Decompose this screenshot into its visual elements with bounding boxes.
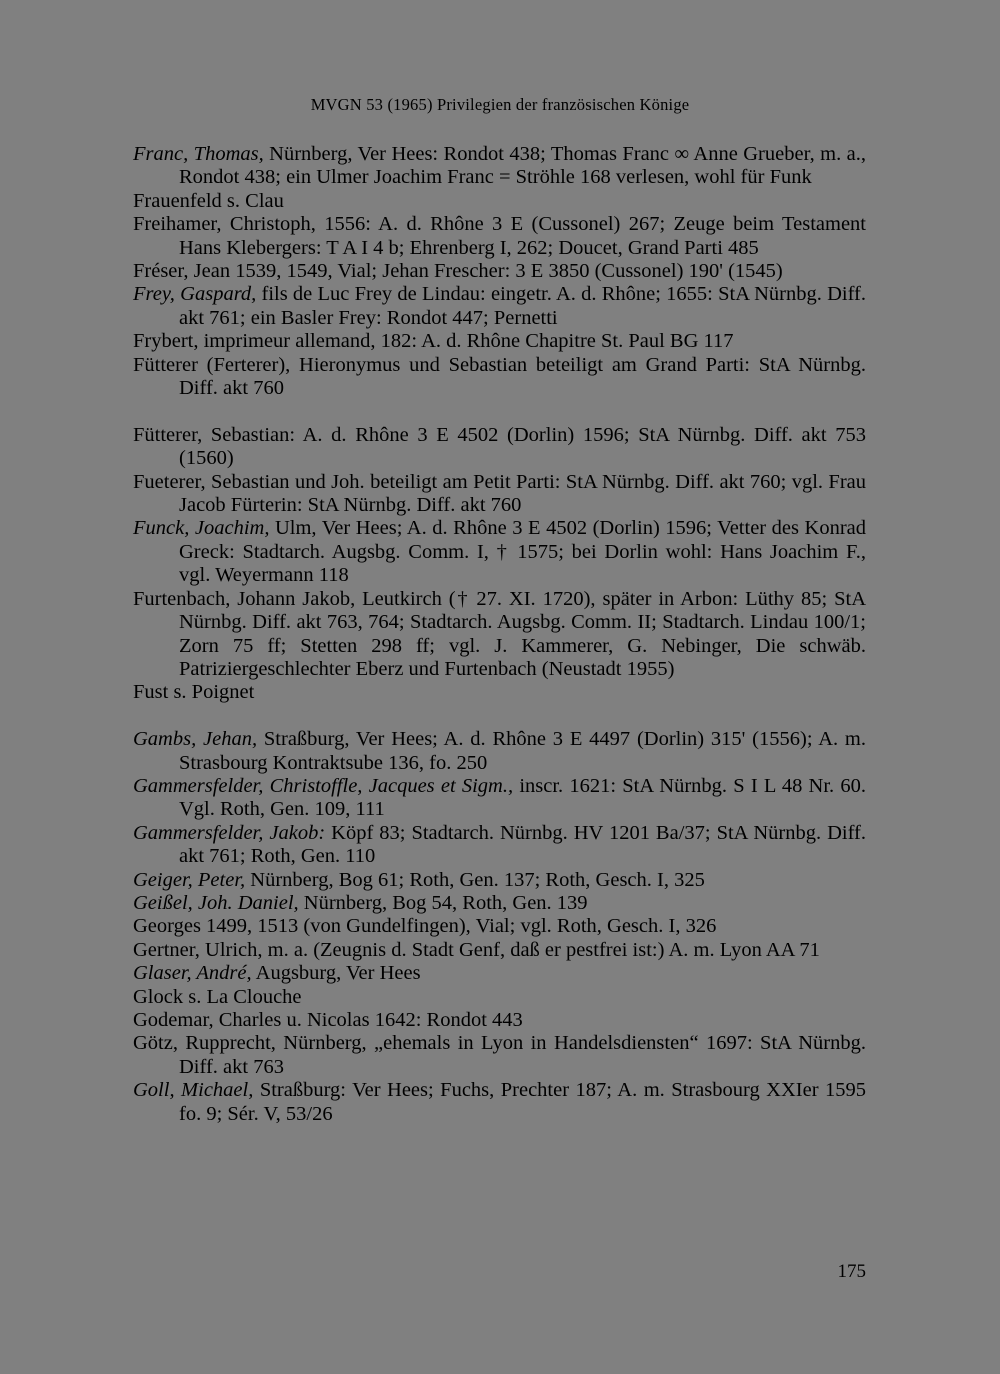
entry-text: Götz, Rupprecht, Nürnberg, „ehemals in Lyon in Handelsdiensten“ 1697: StA Nürnbg. Diff. akt 763 — [133, 1032, 866, 1078]
index-entry — [133, 190, 866, 213]
entry-text: Fust s. Poignet — [133, 681, 255, 704]
index-entry — [133, 354, 866, 401]
index-entry — [133, 681, 866, 704]
entry-name: Gammersfelder, Christoffle, Jacques et Sigm., — [133, 774, 514, 797]
index-entry — [133, 869, 866, 892]
index-entry — [133, 588, 866, 682]
index-entry — [133, 915, 866, 938]
index-entry — [133, 213, 866, 260]
index-entries — [133, 143, 866, 1126]
entry-text: Nürnberg, Bog 61; Roth, Gen. 137; Roth, Gesch. I, 325 — [245, 868, 705, 891]
index-entry — [133, 283, 866, 330]
entry-text: Augsburg, Ver Hees — [251, 962, 421, 985]
index-entry — [133, 939, 866, 962]
index-entry — [133, 1032, 866, 1079]
index-entry — [133, 260, 866, 283]
entry-name: Frey, Gaspard, — [133, 283, 257, 306]
entry-name: Franc, Thomas, — [133, 143, 264, 165]
entry-text: Fütterer (Ferterer), Hieronymus und Sebastian beteiligt am Grand Parti: StA Nürnbg. Diff. akt 760 — [133, 353, 866, 400]
entry-name: Gambs, Jehan, — [133, 728, 258, 751]
index-entry — [133, 986, 866, 1009]
entry-text: inscr. 1621: StA Nürnbg. S I L 48 Nr. 60. Vgl. Roth, Gen. 109, 111 — [179, 774, 866, 821]
entry-text: Straßburg, Ver Hees; A. d. Rhône 3 E 4497 (Dorlin) 315' (1556); A. m. Strasbourg Kontraktsube 136, fo. 250 — [179, 728, 866, 774]
index-entry — [133, 517, 866, 587]
entry-name: Geißel, Joh. Daniel, — [133, 891, 299, 914]
entry-name: Glaser, André, — [133, 962, 252, 985]
index-entry — [133, 330, 866, 353]
entry-name: Goll, Michael, — [133, 1079, 254, 1102]
entry-name: Gammersfelder, Jakob: — [133, 821, 326, 844]
index-entry — [133, 471, 866, 518]
entry-text: Freihamer, Christoph, 1556: A. d. Rhône 3 E (Cussonel) 267; Zeuge beim Testament Hans Klebergers: T A I 4 b; Ehrenberg I, 262; Doucet, Grand Parti 485 — [133, 213, 866, 259]
entry-text: Frauenfeld s. Clau — [133, 189, 284, 212]
running-header: MVGN 53 (1965) Privilegien der französischen Könige — [310, 95, 690, 114]
index-entry — [133, 892, 866, 915]
section-gap — [133, 400, 866, 423]
entry-text: fils de Luc Frey de Lindau: eingetr. A. d. Rhône; 1655: StA Nürnbg. Diff. akt 761; ein Basler Frey: Rondot 447; Pernetti — [179, 283, 866, 329]
index-entry — [133, 775, 866, 822]
entry-text: Godemar, Charles u. Nicolas 1642: Rondot 443 — [133, 1009, 523, 1031]
entry-text: Georges 1499, 1513 (von Gundelfingen), Vial; vgl. Roth, Gesch. I, 326 — [133, 915, 717, 938]
entry-text: Frybert, imprimeur allemand, 182: A. d. Rhône Chapitre St. Paul BG 117 — [133, 330, 734, 353]
entry-text: Ulm, Ver Hees; A. d. Rhône 3 E 4502 (Dorlin) 1596; Vetter des Konrad Greck: Stadtarch. Augsbg. Comm. I, † 1575; bei Dorlin wohl: Hans Joachim F., vgl. Weyermann 118 — [179, 517, 866, 587]
entry-text: Gertner, Ulrich, m. a. (Zeugnis d. Stadt Genf, daß er pestfrei ist:) A. m. Lyon AA 71 — [133, 938, 820, 961]
index-entry — [133, 1079, 866, 1126]
entry-text: Furtenbach, Johann Jakob, Leutkirch († 27. XI. 1720), später in Arbon: Lüthy 85; StA Nürnbg. Diff. akt 763, 764; Stadtarch. Augsbg. Comm. II; Stadtarch. Lindau 100/1; Zorn 75 ff; Stetten 298 ff; vgl. J. Kammerer, G. Nebinger, Die schwäb. Patriziergeschlechter Eberz und Furtenbach (Neustadt 1955) — [133, 587, 866, 680]
entry-text: Fütterer, Sebastian: A. d. Rhône 3 E 4502 (Dorlin) 1596; StA Nürnbg. Diff. akt 753 (1560) — [133, 423, 866, 470]
index-entry — [133, 728, 866, 775]
entry-text: Straßburg: Ver Hees; Fuchs, Prechter 187; A. m. Strasbourg XXIer 1595 fo. 9; Sér. V, 53/26 — [179, 1079, 866, 1125]
entry-name: Geiger, Peter, — [133, 868, 246, 891]
entry-name: Funck, Joachim, — [133, 517, 270, 540]
index-entry — [133, 424, 866, 471]
index-entry — [133, 822, 866, 869]
entry-text: Nürnberg, Ver Hees: Rondot 438; Thomas Franc ∞ Anne Grueber, m. a., Rondot 438; ein Ulmer Joachim Franc = Ströhle 168 verlesen, wohl für Funk — [179, 143, 866, 189]
entry-text: Fréser, Jean 1539, 1549, Vial; Jehan Frescher: 3 E 3850 (Cussonel) 190' (1545) — [133, 260, 783, 283]
entry-text: Glock s. La Clouche — [133, 985, 302, 1008]
section-gap — [133, 705, 866, 728]
entry-text: Fueterer, Sebastian und Joh. beteiligt am Petit Parti: StA Nürnbg. Diff. akt 760; vgl. Frau Jacob Fürterin: StA Nürnbg. Diff. akt 760 — [133, 470, 866, 517]
entry-text: Köpf 83; Stadtarch. Nürnbg. HV 1201 Ba/37; StA Nürnbg. Diff. akt 761; Roth, Gen. 110 — [179, 821, 866, 868]
entry-text: Nürnberg, Bog 54, Roth, Gen. 139 — [298, 891, 588, 914]
index-entry — [133, 1009, 866, 1032]
page-number: 175 — [837, 1261, 866, 1282]
index-entry — [133, 962, 866, 985]
index-entry — [133, 143, 866, 190]
